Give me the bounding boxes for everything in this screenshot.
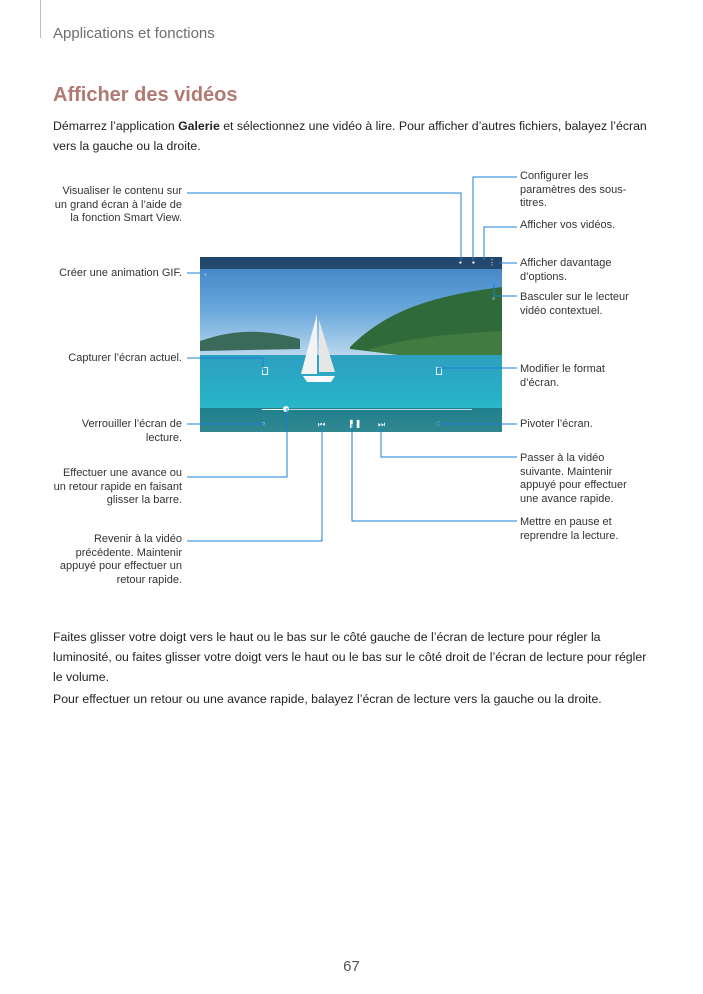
subtitle-settings-icon[interactable]: ▪ xyxy=(472,258,475,267)
callout-capture: Capturer l’écran actuel. xyxy=(68,352,182,364)
rewind-forward-paragraph: Pour effectuer un retour ou une avance rapide, balayez l’écran de lecture vers la gauche ou la droite. xyxy=(53,692,602,706)
previous-icon[interactable]: ⏮ xyxy=(318,420,326,429)
section-header: Applications et fonctions xyxy=(53,25,215,42)
brightness-volume-paragraph: Faites glisser votre doigt vers le haut ou le bas sur le côté gauche de l’écran de lecture pour régler la luminosité, ou faites glisser votre doigt vers le haut ou le bas sur le côté droit de l’écran de lecture pour régler le volume. xyxy=(53,630,647,684)
intro-text-before: Démarrez l’application xyxy=(53,119,179,133)
callout-lock: Verrouiller l’écran de lecture. xyxy=(81,418,182,444)
callout-popup-player: Basculer sur le lecteur vidéo contextuel. xyxy=(520,291,629,317)
callout-smart-view: Visualiser le contenu sur un grand écran à l’aide de la fonction Smart View. xyxy=(54,185,182,224)
gallery-app-name: Galerie xyxy=(178,119,220,133)
callout-next: Passer à la vidéo suivante. Maintenir appuyé pour effectuer une avance rapide. xyxy=(520,452,627,505)
callout-seek-bar: Effectuer une avance ou un retour rapide en faisant glisser la barre. xyxy=(53,467,182,506)
smart-view-icon[interactable]: ▪ xyxy=(459,258,462,267)
lock-icon[interactable]: ▫ xyxy=(262,419,265,428)
callout-pause: Mettre en pause et reprendre la lecture. xyxy=(520,516,619,542)
intro-text-after: et sélectionnez une vidéo à lire. Pour afficher d’autres fichiers, balayez l’écran vers la gauche ou la droite. xyxy=(53,119,647,153)
more-options-icon[interactable]: ⋮ xyxy=(488,258,496,267)
rotate-icon[interactable]: ◌ xyxy=(436,419,441,428)
callout-more-options: Afficher davantage d’options. xyxy=(520,257,612,283)
callout-subtitle-settings: Configurer les paramètres des sous-titres. xyxy=(520,170,627,209)
page-title: Afficher des vidéos xyxy=(53,84,238,106)
gif-icon[interactable]: ◦ xyxy=(204,270,207,279)
callout-aspect-ratio: Modifier le format d’écran. xyxy=(520,363,605,389)
pause-icon[interactable]: ❚❚ xyxy=(348,419,362,428)
next-icon[interactable]: ⏭ xyxy=(378,420,386,429)
callout-rotate: Pivoter l’écran. xyxy=(520,418,593,430)
callout-view-videos: Afficher vos vidéos. xyxy=(520,219,616,231)
callout-gif: Créer une animation GIF. xyxy=(59,267,182,279)
page-number: 67 xyxy=(343,958,360,975)
popup-player-icon[interactable]: ▫ xyxy=(492,294,495,303)
callout-previous: Revenir à la vidéo précédente. Maintenir appuyé pour effectuer un retour rapide. xyxy=(59,533,182,586)
